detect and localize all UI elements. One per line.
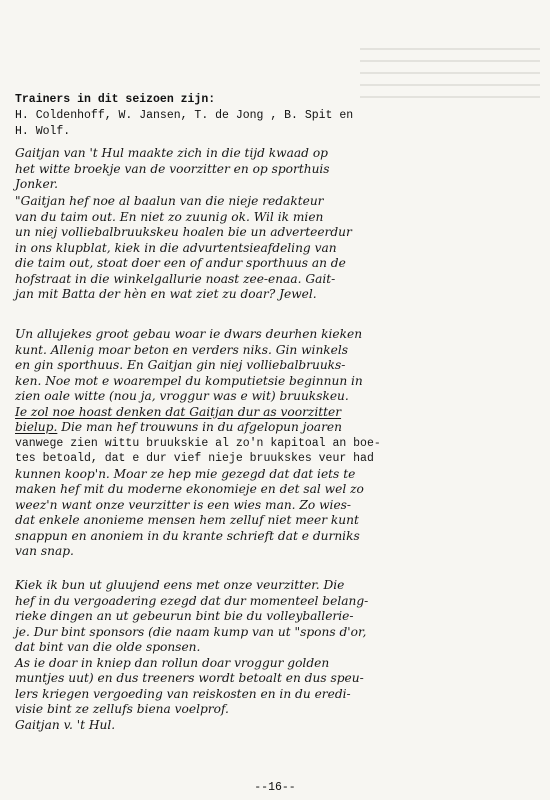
para1-line: het witte broekje van de voorzitter en op sporthuis (15, 161, 330, 176)
para3-line: Un allujekes groot gebau woar ie dwars deurhen kieken (15, 327, 363, 341)
para3-line: snappun en anoniem in du krante schrieft dat e durniks (15, 528, 360, 543)
para4-line: muntjes uut) en dus treeners wordt betoalt en dus speu- (15, 671, 364, 685)
para4-line: je. Dur bint sponsors (die naam kump van ut "spons d'or, (15, 624, 367, 639)
trainers-block (15, 92, 353, 140)
para3-line: maken hef mit du moderne ekonomieje en det sal wel zo (15, 482, 364, 496)
para1-line: Gaitjan van 't Hul maakte zich in die tijd kwaad op (15, 146, 328, 160)
para2-line: hofstraat in die winkelgallurie noast zee-enaa. Gait- (15, 271, 336, 286)
para3-underlined-line: Ie zol noe hoast denken dat Gaitjan dur as voorzitter (15, 404, 342, 419)
para2-line: jan mit Batta der hèn en wat ziet zu doar? Jewel. (15, 287, 317, 301)
para4-line: hef in du vergoadering ezegd dat dur momenteel belang- (15, 593, 369, 608)
para3-line: zien oale witte (nou ja, vroggur was e wit) bruukskeu. (15, 389, 349, 403)
para3-line: vanwege zien wittu bruukskie al zo'n kapitoal an boe- (15, 436, 381, 450)
page-number: --16-- (254, 781, 296, 794)
trainers-heading: Trainers in dit seizoen zijn: (15, 93, 216, 106)
para2-line: van du taim out. En niet zo zuunig ok. Wil ik mien (15, 209, 324, 224)
para3-line-mixed (15, 420, 535, 436)
para3-line: van snap. (15, 544, 74, 558)
para3-line: dat enkele anoniemе mensen hem zelluf niet meer kunt (15, 513, 359, 527)
para3-fragment: Die man hef trouwuns in du afgelopun joaren (57, 420, 342, 434)
para4-line: Kiek ik bun ut gluujend eens met onze veurzitter. Die (15, 578, 345, 592)
bleed-through-shadow (360, 38, 540, 98)
para4-line: rieke dingen an ut gebeurun bint bie du volleyballerie- (15, 609, 354, 623)
paragraph-3 (15, 327, 535, 560)
para3-line: kunnen koop'n. Moar ze hep mie gezegd dat dat iets te (15, 466, 356, 481)
para4-line: lers kriegen vergoeding van reiskosten en in du eredi- (15, 686, 351, 701)
para3-line: kunt. Allenig moar beton en verders niks. Gin winkels (15, 342, 349, 357)
para3-underlined-fragment: bielup. (15, 420, 58, 434)
trainers-line-1: H. Coldenhoff, W. Jansen, T. de Jong , B. Spit en (15, 109, 354, 122)
para2-line: "Gaitjan hef noe al baalun van die nieje redakteur (15, 194, 324, 208)
para3-line: weez'n want onze veurzitter is een wies man. Zo wies- (15, 497, 352, 512)
trainers-line-2: H. Wolf. (15, 125, 71, 138)
para3-line: ken. Noe mot e woarempel du komputietsie beginnun in (15, 373, 363, 388)
para2-line: un niej volliebalbruukskeu hoalen bie un adverteerdur (15, 225, 352, 239)
signature-line: Gaitjan v. 't Hul. (15, 717, 116, 732)
paragraph-1 (15, 146, 535, 193)
para1-line: Jonker. (15, 177, 59, 191)
para3-line: tes betoald, dat e dur vief nieje bruukskes veur had (15, 452, 374, 465)
para3-line: en gin sporthuus. En Gaitjan gin niej volliebalbruuks- (15, 358, 346, 372)
para4-line: dat bint van die olde sponsen. (15, 640, 201, 654)
para4-line: As ie doar in kniep dan rollun doar vroggur golden (15, 655, 330, 670)
paragraph-4 (15, 578, 535, 733)
paragraph-2 (15, 194, 535, 303)
para4-line: visie bint ze zellufs biena voelprof. (15, 702, 229, 716)
para2-line: die taim out, stoat doer een of andur sporthuus an de (15, 256, 346, 270)
para2-line: in ons klupblat, kiek in die advurtentsieafdeling van (15, 240, 337, 255)
